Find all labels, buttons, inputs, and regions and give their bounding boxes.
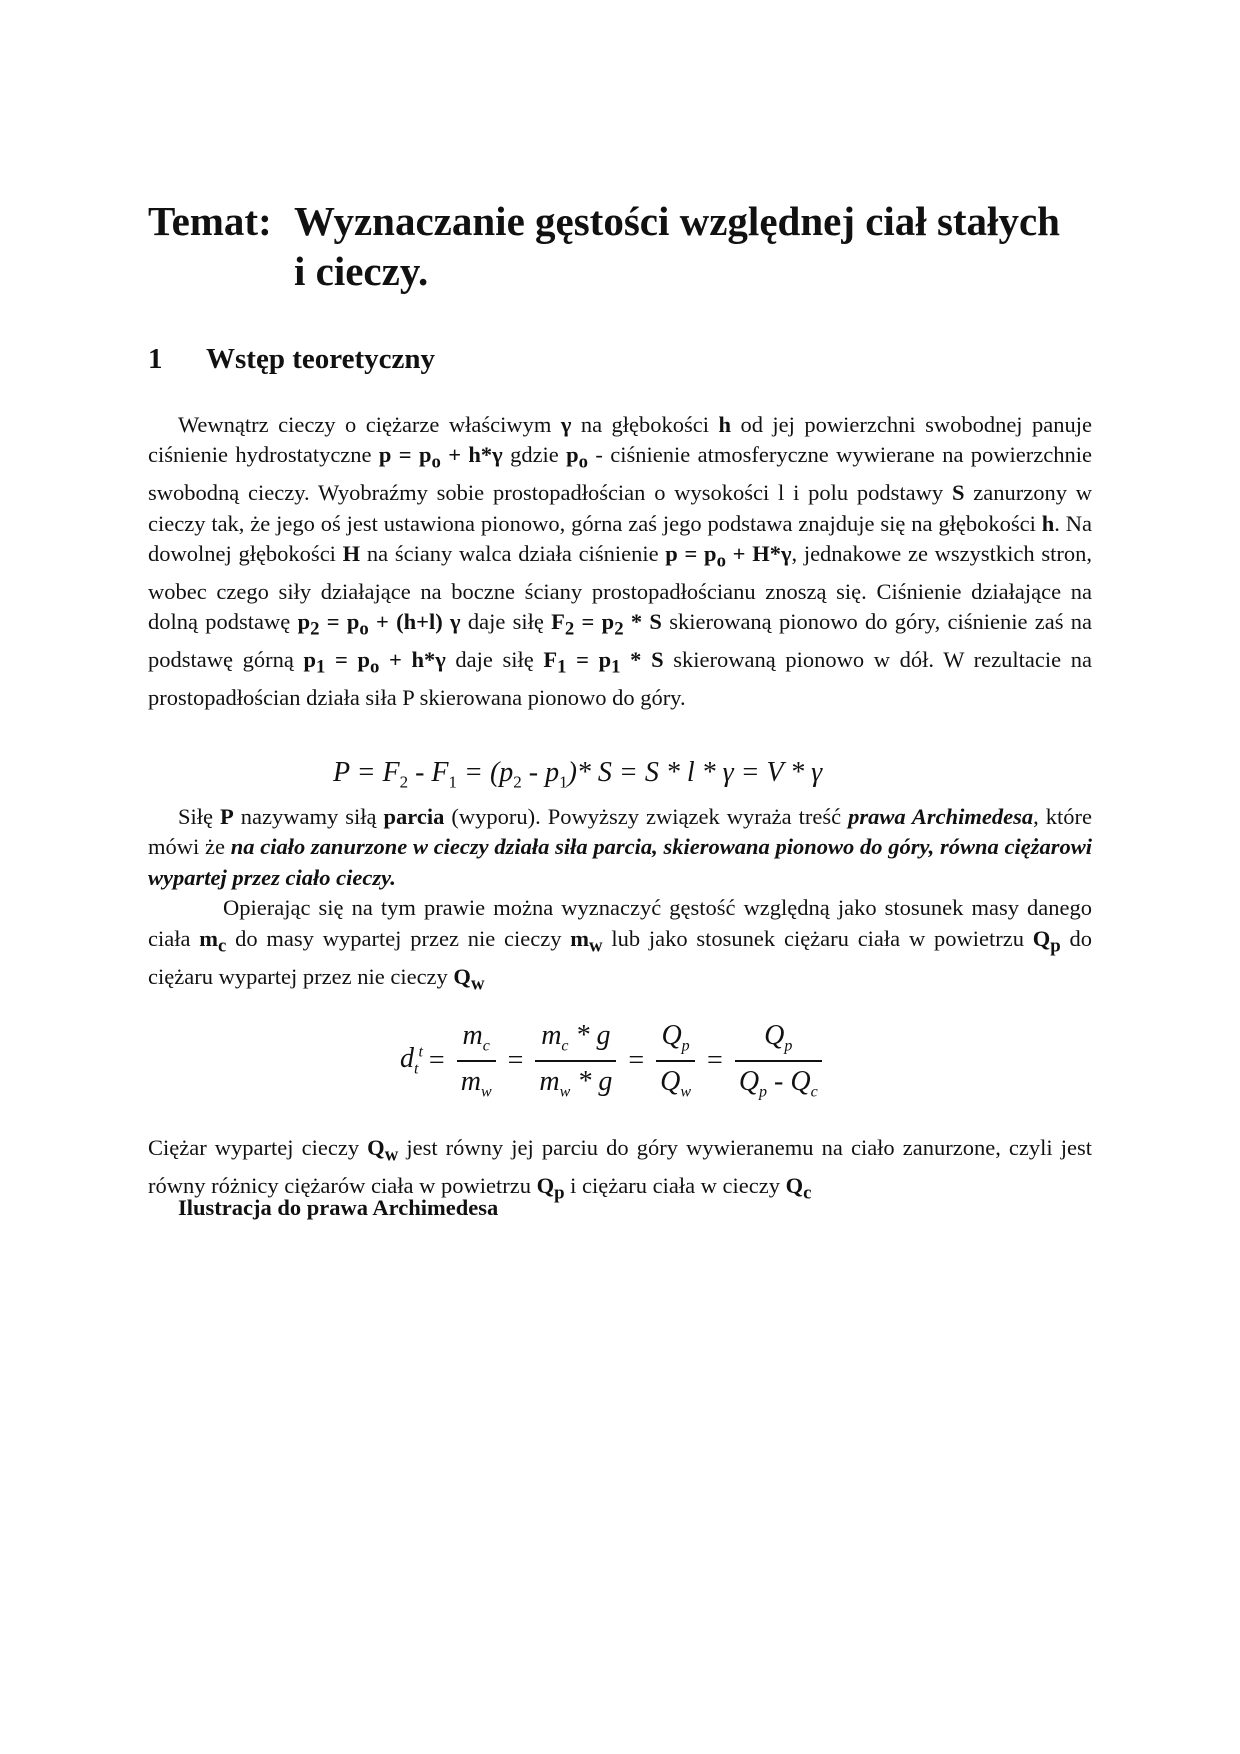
title-label: Temat: bbox=[148, 198, 272, 244]
title-line-2: i cieczy. bbox=[294, 248, 429, 294]
paragraph-archimedes-law: Siłę P nazywamy siłą parcia (wyporu). Powyższy związek wyraża treść prawa Archimedesa, które mówi że na ciało zanurzone w cieczy działa siła parcia, skierowana pionowo do góry, równa ciężarowi wypartej przez ciało cieczy. Opierając się na tym prawie można wyznaczyć gęstość względną jako stosunek masy danego ciała $m_c$ do masy wypartej przez nie cieczy $m_w$ lub jako stosunek ciężaru ciała w powietrzu $Q_p$ do ciężaru wypartej przez nie cieczy $Q_w$ bbox=[148, 804, 1092, 995]
fraction-mass-g: $\frac{m_c * g}{m_w * g}$ bbox=[535, 1020, 616, 1101]
fraction-weight: $\frac{Q_p}{Q_w}$ bbox=[656, 1020, 695, 1101]
fraction-mass: $\frac{m_c}{m_w}$ bbox=[457, 1020, 496, 1101]
title-line-1: Wyznaczanie gęstości względnej ciał stałych bbox=[294, 198, 1060, 244]
equation-buoyancy-force: $P = F_2 - F_1 = (p_2 - p_1)*$ S = S * l * γ = V * γ bbox=[333, 757, 823, 792]
section-heading bbox=[148, 343, 435, 376]
fraction-weight-difference: $\frac{Q_p}{Q_p - Q_c}$ bbox=[735, 1020, 822, 1101]
equation-relative-density: $d_t^t$ = $\frac{m_c}{m_w}$ = $\frac{m_c * g}{m_w * g}$ = $\frac{Q_p}{Q_w}$ = $\frac{Q_p}{Q_p - Q_c}$ bbox=[400, 1020, 828, 1101]
figure-caption: Ilustracja do prawa Archimedesa bbox=[178, 1195, 499, 1220]
paragraph-intro: Wewnątrz cieczy o ciężarze właściwym γ na głębokości h od jej powierzchni swobodnej panuje ciśnienie hydrostatyczne $p = p_o + h*\gamma$ gdzie $p_o$ - ciśnienie atmosferyczne wywierane na powierzchnie swobodną cieczy. Wyobraźmy sobie prostopadłościan o wysokości l i polu podstawy S zanurzony w cieczy tak, że jego oś jest ustawiona pionowo, górna zaś jego podstawa znajduje się na głębokości h. Na dowolnej głębokości H na ściany walca działa ciśnienie $p = p_o + H*\gamma$, jednakowe ze wszystkich stron, wobec czego siły działające na boczne ściany prostopadłościanu znoszą się. Ciśnienie działające na dolną podstawę $p_2 = p_o + (h+l)$ γ daje siłę $F_2 = p_2 * S$ skierowaną pionowo do góry, ciśnienie zaś na podstawę górną $p_1 = p_o + h*\gamma$ daje siłę $F_1 = p_1 * S$ skierowaną pionowo w dół. W rezultacie na prostopadłościan działa siła P skierowana pionowo do góry. bbox=[148, 412, 1093, 711]
section-number: 1 bbox=[148, 343, 163, 375]
document-title bbox=[148, 196, 1128, 296]
section-name: Wstęp teoretyczny bbox=[206, 343, 435, 375]
paragraph-displaced-weight: Ciężar wypartej cieczy $Q_w$ jest równy jej parciu do góry wywieranemu na ciało zanurzone, czyli jest równy różnicy ciężarów ciała w powietrzu $Q_p$ i ciężaru ciała w cieczy $Q_c$ bbox=[148, 1135, 1092, 1204]
title-text bbox=[294, 196, 1128, 296]
